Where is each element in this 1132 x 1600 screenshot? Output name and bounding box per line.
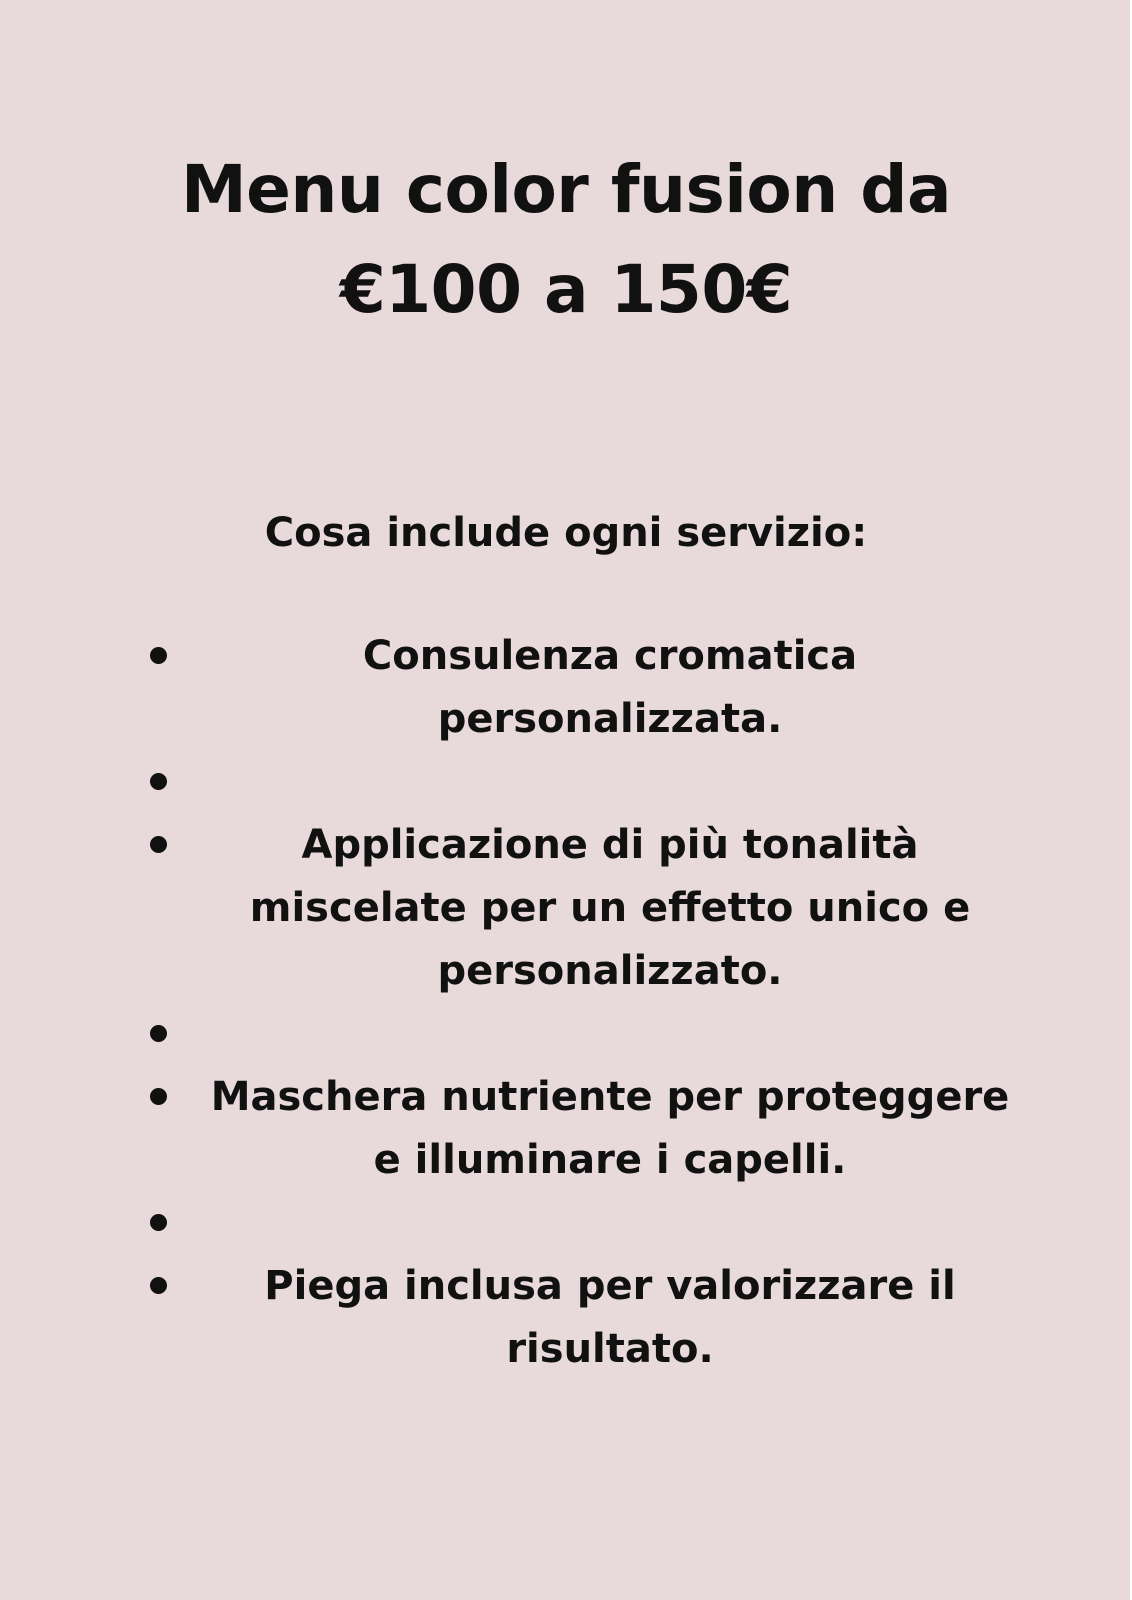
list-item-text: Maschera nutriente per proteggere e illuminare i capelli. bbox=[210, 1074, 1010, 1183]
list-item-blowdry bbox=[0, 1255, 1132, 1381]
list-item-application bbox=[0, 814, 1132, 1003]
list-item-empty bbox=[0, 1003, 1132, 1066]
list-item-empty bbox=[0, 1192, 1132, 1255]
list-item-consultation bbox=[0, 625, 1132, 751]
bullet-icon bbox=[150, 1088, 167, 1105]
page-title: Menu color fusion da €100 a 150€ bbox=[180, 151, 952, 328]
bullet-icon bbox=[150, 1025, 167, 1042]
bullet-icon bbox=[150, 836, 167, 853]
list-item-mask bbox=[0, 1066, 1132, 1192]
bullet-icon bbox=[150, 1214, 167, 1231]
list-item-text: Consulenza cromatica personalizzata. bbox=[362, 633, 858, 742]
bullet-icon bbox=[150, 647, 167, 664]
bullet-icon bbox=[150, 1277, 167, 1294]
list-item-text: Applicazione di più tonalità miscelate per un effetto unico e personalizzato. bbox=[249, 822, 971, 994]
list-item-text: Piega inclusa per valorizzare il risultato. bbox=[264, 1263, 956, 1372]
list-item-empty bbox=[0, 751, 1132, 814]
bullet-icon bbox=[150, 773, 167, 790]
services-subheading: Cosa include ogni servizio: bbox=[264, 510, 868, 556]
services-list bbox=[0, 625, 1132, 1381]
